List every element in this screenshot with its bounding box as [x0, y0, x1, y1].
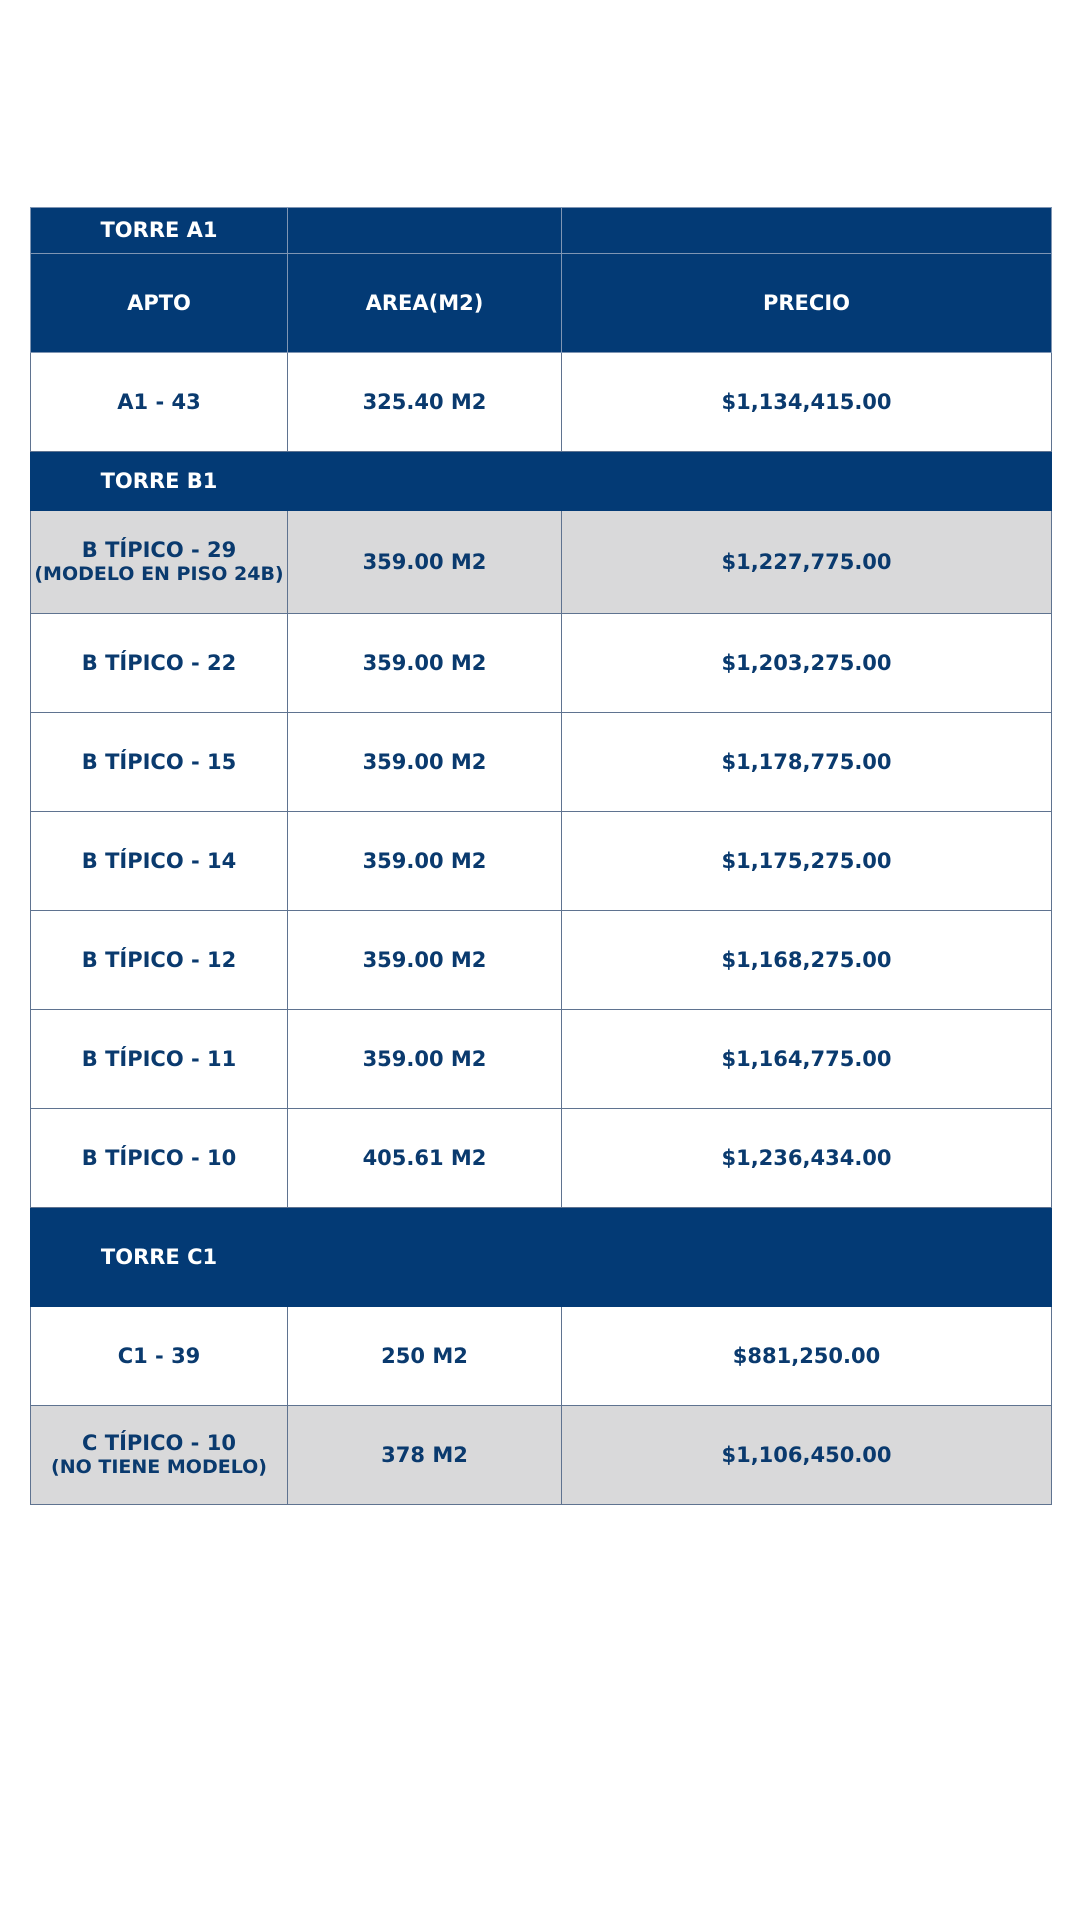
table-row — [31, 353, 1052, 452]
tower-a-blank-cell — [562, 208, 1052, 254]
tower-c-title: TORRE C1 — [31, 1208, 288, 1307]
column-header-apto: APTO — [31, 254, 288, 353]
table-row — [31, 1109, 1052, 1208]
tower-b-blank-cell — [562, 452, 1052, 511]
precio-cell: $1,227,775.00 — [562, 511, 1052, 614]
apto-cell — [31, 1406, 288, 1505]
tower-c-blank-cell — [562, 1208, 1052, 1307]
apto-cell: B TÍPICO - 22 — [31, 614, 288, 713]
area-cell: 378 M2 — [288, 1406, 562, 1505]
table-row — [31, 511, 1052, 614]
tower-c-blank-cell — [288, 1208, 562, 1307]
tower-b-blank-cell — [288, 452, 562, 511]
precio-cell: $1,175,275.00 — [562, 812, 1052, 911]
area-cell: 405.61 M2 — [288, 1109, 562, 1208]
area-cell: 359.00 M2 — [288, 511, 562, 614]
column-header-row — [31, 254, 1052, 353]
precio-cell: $1,134,415.00 — [562, 353, 1052, 452]
tower-a-header-row — [31, 208, 1052, 254]
apto-cell — [31, 511, 288, 614]
tower-b-title: TORRE B1 — [31, 452, 288, 511]
table-row — [31, 1406, 1052, 1505]
column-header-precio: PRECIO — [562, 254, 1052, 353]
tower-a-blank-cell — [288, 208, 562, 254]
tower-b-header-row — [31, 452, 1052, 511]
area-cell: 359.00 M2 — [288, 713, 562, 812]
precio-cell: $1,203,275.00 — [562, 614, 1052, 713]
table-row — [31, 713, 1052, 812]
table-row — [31, 911, 1052, 1010]
column-header-area: AREA(M2) — [288, 254, 562, 353]
precio-cell: $1,178,775.00 — [562, 713, 1052, 812]
tower-a-title: TORRE A1 — [31, 208, 288, 254]
precio-cell: $881,250.00 — [562, 1307, 1052, 1406]
table-row — [31, 1307, 1052, 1406]
apto-cell: B TÍPICO - 11 — [31, 1010, 288, 1109]
tower-c-header-row — [31, 1208, 1052, 1307]
apto-cell: B TÍPICO - 15 — [31, 713, 288, 812]
precio-cell: $1,236,434.00 — [562, 1109, 1052, 1208]
table-row — [31, 812, 1052, 911]
area-cell: 250 M2 — [288, 1307, 562, 1406]
apto-cell: B TÍPICO - 14 — [31, 812, 288, 911]
apto-note: (MODELO EN PISO 24B) — [34, 563, 284, 586]
area-cell: 359.00 M2 — [288, 614, 562, 713]
area-cell: 325.40 M2 — [288, 353, 562, 452]
apto-cell: C1 - 39 — [31, 1307, 288, 1406]
precio-cell: $1,164,775.00 — [562, 1010, 1052, 1109]
table-row — [31, 1010, 1052, 1109]
area-cell: 359.00 M2 — [288, 1010, 562, 1109]
apto-cell: B TÍPICO - 10 — [31, 1109, 288, 1208]
price-table — [30, 207, 1052, 1505]
area-cell: 359.00 M2 — [288, 911, 562, 1010]
apto-label: C TÍPICO - 10 — [82, 1431, 236, 1455]
apto-label: B TÍPICO - 29 — [81, 538, 237, 562]
apto-note: (NO TIENE MODELO) — [51, 1456, 267, 1479]
apto-cell: B TÍPICO - 12 — [31, 911, 288, 1010]
apto-cell: A1 - 43 — [31, 353, 288, 452]
area-cell: 359.00 M2 — [288, 812, 562, 911]
precio-cell: $1,168,275.00 — [562, 911, 1052, 1010]
table-row — [31, 614, 1052, 713]
precio-cell: $1,106,450.00 — [562, 1406, 1052, 1505]
